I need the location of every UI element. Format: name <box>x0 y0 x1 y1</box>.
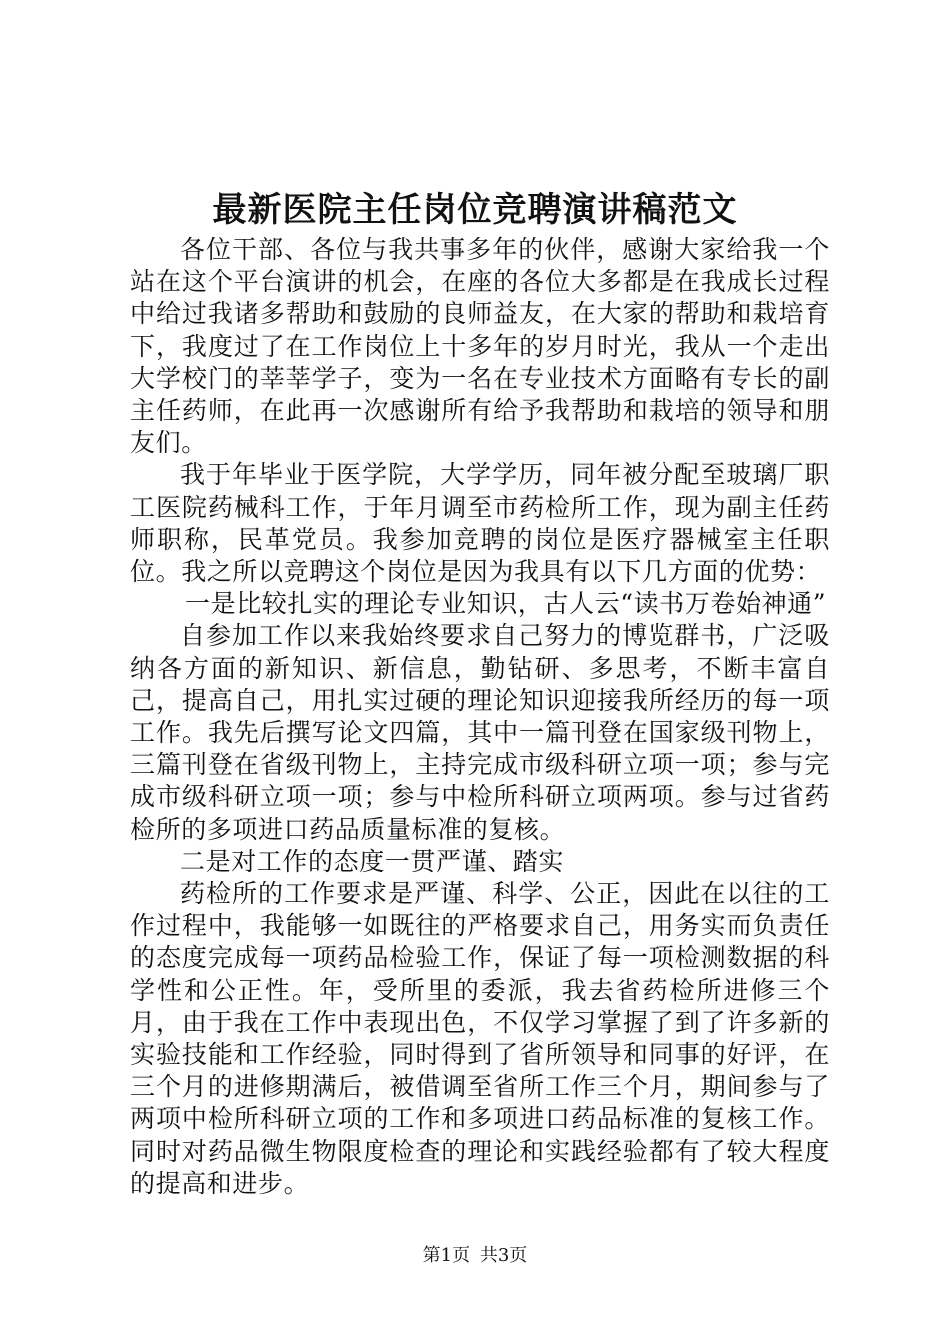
document-title: 最新医院主任岗位竞聘演讲稿范文 <box>212 190 738 230</box>
page-number: 第1页 <box>422 1245 471 1266</box>
section-heading-theory: 一是比较扎实的理论专业知识，古人云“读书万卷始神通” <box>185 589 827 619</box>
paragraph-background: 我于年毕业于医学院，大学学历，同年被分配至玻璃厂职工医院药械科工作，于年月调至市药检所工作，现为副主任药师职称，民革党员。我参加竞聘的岗位是医疗器械室主任职位。我之所以竞聘这个岗位是因为我具有以下几方面的优势： <box>130 460 830 587</box>
section-heading-attitude: 二是对工作的态度一贯严谨、踏实 <box>180 846 565 876</box>
document-body <box>130 234 830 1200</box>
paragraph-attitude: 药检所的工作要求是严谨、科学、公正，因此在以往的工作过程中，我能够一如既往的严格要求自己，用务实而负责任的态度完成每一项药品检验工作，保证了每一项检测数据的科学性和公正性。年，受所里的委派，我去省药检所进修三个月，由于我在工作中表现出色，不仅学习掌握了到了许多新的实验技能和工作经验，同时得到了省所领导和同事的好评，在三个月的进修期满后，被借调至省所工作三个月，期间参与了两项中检所科研立项的工作和多项进口药品标准的复核工作。同时对药品微生物限度检查的理论和实践经验都有了较大程度的提高和进步。 <box>130 879 830 1198</box>
paragraph-theory: 自参加工作以来我始终要求自己努力的博览群书，广泛吸纳各方面的新知识、新信息，勤钻研、多思考，不断丰富自己，提高自己，用扎实过硬的理论知识迎接我所经历的每一项工作。我先后撰写论文四篇，其中一篇刊登在国家级刊物上，三篇刊登在省级刊物上，主持完成市级科研立项一项；参与完成市级科研立项一项；参与中检所科研立项两项。参与过省药检所的多项进口药品质量标准的复核。 <box>130 621 830 844</box>
page-footer <box>0 1244 950 1268</box>
page-total: 共3页 <box>479 1245 528 1266</box>
paragraph-greeting: 各位干部、各位与我共事多年的伙伴，感谢大家给我一个站在这个平台演讲的机会，在座的各位大多都是在我成长过程中给过我诸多帮助和鼓励的良师益友，在大家的帮助和栽培育下，我度过了在工作岗位上十多年的岁月时光，我从一个走出大学校门的莘莘学子，变为一名在专业技术方面略有专长的副主任药师，在此再一次感谢所有给予我帮助和栽培的领导和朋友们。 <box>130 235 830 458</box>
